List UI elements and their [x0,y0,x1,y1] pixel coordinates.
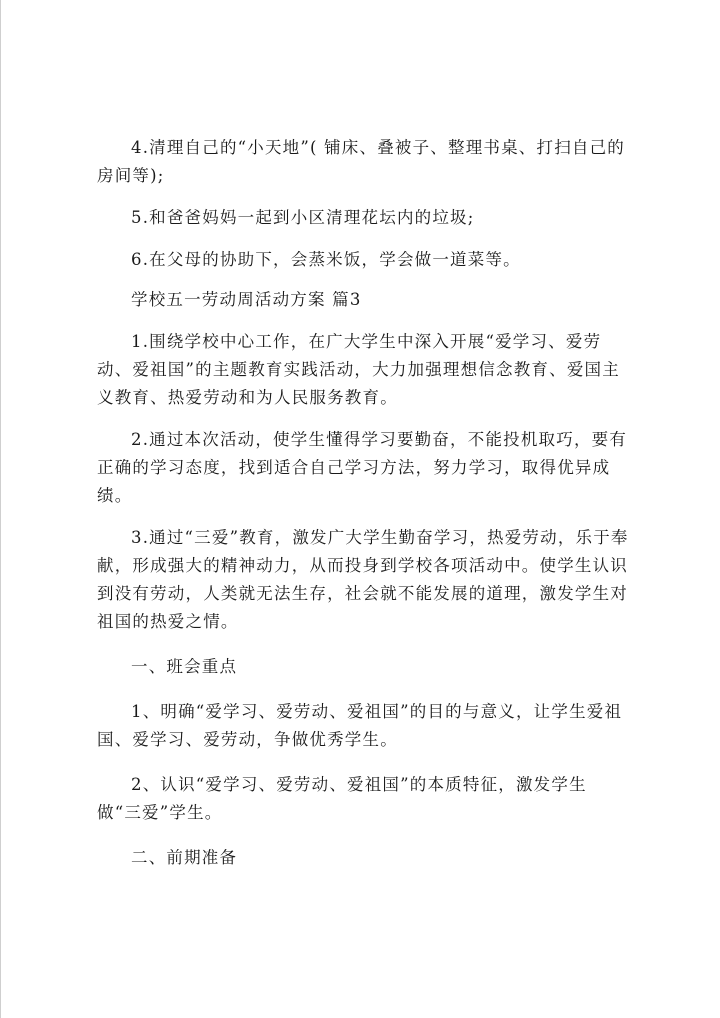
paragraph-point-3: 3.通过“三爱”教育，激发广大学生勤奋学习，热爱劳动，乐于奉献，形成强大的精神动力，从而投身到学校各项活动中。使学生认识到没有劳动，人类就无法生存，社会就不能发展的道理，激发学生对祖国的热爱之情。 [97,528,629,631]
paragraph-item-5: 5.和爸爸妈妈一起到小区清理花坛内的垃圾; [131,208,475,227]
paragraph-point-2: 2.通过本次活动，使学生懂得学习要勤奋，不能投机取巧，要有正确的学习态度，找到适合自己学习方法，努力学习，取得优异成绩。 [97,430,628,505]
paragraph-focus-1: 1、明确“爱学习、爱劳动、爱祖国”的目的与意义，让学生爱祖国、爱学习、爱劳动，争做优秀学生。 [97,702,623,749]
subheading-class-meeting-focus: 一、班会重点 [131,657,238,676]
paragraph-focus-2: 2、认识“爱学习、爱劳动、爱祖国”的本质特征，激发学生做“三爱”学生。 [97,775,587,822]
section-heading: 学校五一劳动周活动方案 篇3 [131,290,362,309]
paragraph-item-6: 6.在父母的协助下，会蒸米饭，学会做一道菜等。 [131,250,521,269]
paragraph-item-4: 4.清理自己的“小天地”( 铺床、叠被子、整理书桌、打扫自己的房间等); [97,138,625,185]
document-body [97,134,631,872]
paragraph-point-1: 1.围绕学校中心工作，在广大学生中深入开展“爱学习、爱劳动、爱祖国”的主题教育实践活动，大力加强理想信念教育、爱国主义教育、热爱劳动和为人民服务教育。 [97,332,620,407]
subheading-preparation: 二、前期准备 [131,848,238,867]
